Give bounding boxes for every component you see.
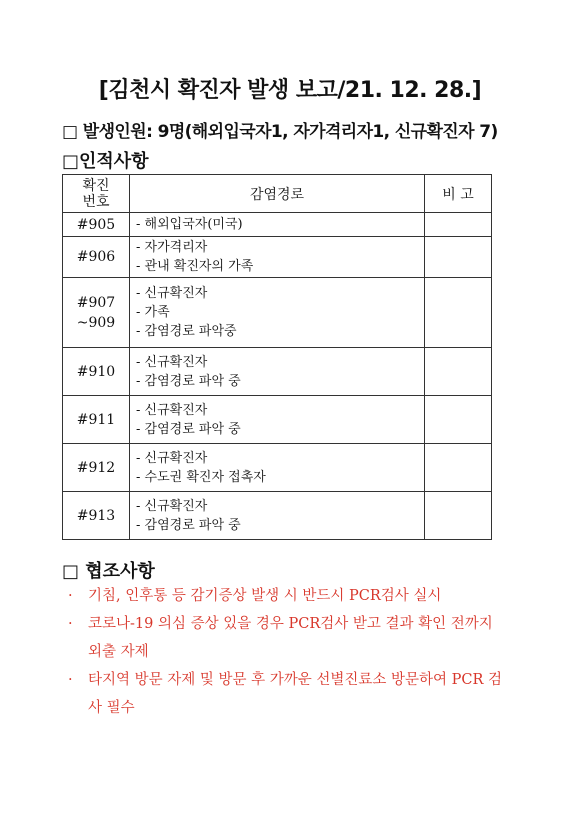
route-line: - 신규확진자 <box>136 354 208 370</box>
case-number: #911 <box>76 411 116 428</box>
cases-table <box>62 174 492 540</box>
note-cell <box>425 396 492 444</box>
route-line: - 해외입국자(미국) <box>136 217 243 232</box>
table-row <box>63 444 492 492</box>
route-line: - 감염경로 파악 중 <box>136 421 241 437</box>
outbreak-summary: □ 발생인원: 9명(해외입국자1, 자가격리자1, 신규확진자 7) <box>62 122 498 142</box>
table-row <box>63 348 492 396</box>
table-row <box>63 396 492 444</box>
case-number-cell <box>63 237 130 278</box>
cooperation-text: 기침, 인후통 등 감기증상 발생 시 반드시 PCR검사 실시 <box>88 588 442 604</box>
infection-route-cell <box>130 444 425 492</box>
note-cell <box>425 278 492 348</box>
table-header-row <box>63 175 492 213</box>
cooperation-text: 타지역 방문 자제 및 방문 후 가까운 선별진료소 방문하여 PCR 검사 필수 <box>88 672 503 716</box>
bullet-icon: · <box>68 672 73 688</box>
case-number-cell <box>63 213 130 237</box>
infection-route-cell <box>130 492 425 540</box>
case-number: ~909 <box>76 314 116 331</box>
route-line: - 자가격리자 <box>136 240 208 255</box>
infection-route-cell <box>130 396 425 444</box>
case-number-cell <box>63 396 130 444</box>
bullet-icon: · <box>68 616 73 632</box>
note-cell <box>425 348 492 396</box>
header-note: 비 고 <box>425 175 492 213</box>
route-line: - 감염경로 파악 중 <box>136 373 241 389</box>
cooperation-item <box>64 582 504 610</box>
case-number: #907 <box>76 294 116 311</box>
header-case-number: 확진 번호 <box>63 175 130 213</box>
case-number-cell <box>63 492 130 540</box>
header-infection-route: 감염경로 <box>130 175 425 213</box>
note-cell <box>425 492 492 540</box>
case-number: #906 <box>76 249 116 265</box>
cooperation-list <box>64 582 504 722</box>
case-number-cell <box>63 444 130 492</box>
infection-route-cell <box>130 237 425 278</box>
route-line: - 신규확진자 <box>136 450 208 466</box>
infection-route-cell <box>130 213 425 237</box>
route-line: - 가족 <box>136 305 170 320</box>
note-cell <box>425 444 492 492</box>
case-number: #905 <box>76 216 116 233</box>
case-number: #912 <box>76 459 116 476</box>
cooperation-heading: □ 협조사항 <box>62 561 155 582</box>
table-row <box>63 278 492 348</box>
route-line: - 신규확진자 <box>136 402 208 418</box>
case-number: #910 <box>76 363 116 380</box>
personal-info-heading: □인적사항 <box>62 151 149 172</box>
case-number: #913 <box>76 507 116 524</box>
case-number-cell <box>63 348 130 396</box>
table-row <box>63 213 492 237</box>
infection-route-cell <box>130 278 425 348</box>
table-row <box>63 237 492 278</box>
route-line: - 감염경로 파악중 <box>136 324 237 339</box>
cooperation-text: 코로나-19 의심 증상 있을 경우 PCR검사 받고 결과 확인 전까지 외출 자제 <box>88 616 493 660</box>
route-line: - 감염경로 파악 중 <box>136 517 241 533</box>
route-line: - 신규확진자 <box>136 286 208 301</box>
cooperation-item <box>64 666 504 722</box>
bullet-icon: · <box>68 588 73 604</box>
infection-route-cell <box>130 348 425 396</box>
report-title: [김천시 확진자 발생 보고/21. 12. 28.] <box>98 78 482 103</box>
note-cell <box>425 213 492 237</box>
table-row <box>63 492 492 540</box>
route-line: - 신규확진자 <box>136 498 208 514</box>
case-number-cell <box>63 278 130 348</box>
route-line: - 수도권 확진자 접촉자 <box>136 469 266 485</box>
route-line: - 관내 확진자의 가족 <box>136 259 254 274</box>
cooperation-item <box>64 610 504 666</box>
note-cell <box>425 237 492 278</box>
